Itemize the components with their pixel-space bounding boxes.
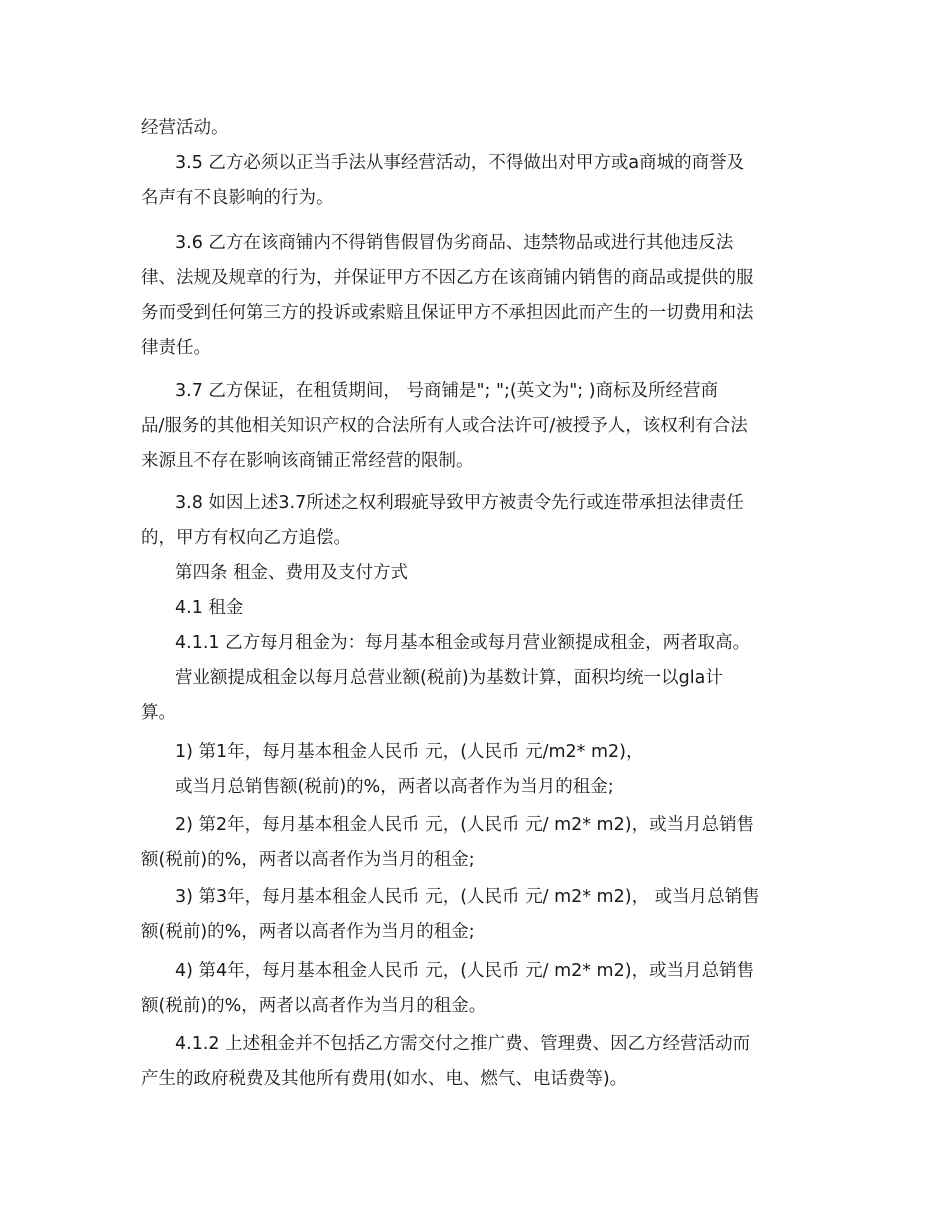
text-line: 4.1.2 上述租金并不包括乙方需交付之推广费、管理费、因乙方经营活动而: [175, 1034, 751, 1054]
text-line: 3.8 如因上述3.7所述之权利瑕疵导致甲方被责令先行或连带承担法律责任: [175, 493, 744, 513]
text-line: 务而受到任何第三方的投诉或索赔且保证甲方不承担因此而产生的一切费用和法: [141, 303, 754, 323]
text-line: 经营活动。: [141, 118, 229, 138]
subsection-heading: 4.1 租金: [175, 598, 244, 618]
text-line: 或当月总销售额(税前)的%，两者以高者作为当月的租金;: [175, 777, 614, 797]
text-line: 3.5 乙方必须以正当手法从事经营活动，不得做出对甲方或a商城的商誉及: [175, 153, 745, 173]
text-line: 来源且不存在影响该商铺正常经营的限制。: [141, 451, 474, 471]
text-line: 4.1.1 乙方每月租金为：每月基本租金或每月营业额提成租金，两者取高。: [175, 633, 751, 653]
text-line: 律、法规及规章的行为，并保证甲方不因乙方在该商铺内销售的商品或提供的服: [141, 268, 754, 288]
text-line: 的，甲方有权向乙方追偿。: [141, 528, 351, 548]
section-heading: 第四条 租金、费用及支付方式: [175, 563, 409, 583]
text-line: 品/服务的其他相关知识产权的合法所有人或合法许可/被授予人，该权利有合法: [141, 416, 748, 436]
text-line: 额(税前)的%，两者以高者作为当月的租金;: [141, 922, 475, 942]
list-item: 3) 第3年，每月基本租金人民币 元，(人民币 元/ m2* m2)， 或当月总销售: [175, 887, 760, 907]
text-line: 营业额提成租金以每月总营业额(税前)为基数计算，面积均统一以gla计: [175, 668, 723, 688]
text-line: 律责任。: [141, 338, 211, 358]
list-item: 4) 第4年，每月基本租金人民币 元，(人民币 元/ m2* m2)，或当月总销售: [175, 961, 755, 981]
list-item: 2) 第2年，每月基本租金人民币 元，(人民币 元/ m2* m2)，或当月总销售: [175, 815, 755, 835]
text-line: 额(税前)的%，两者以高者作为当月的租金;: [141, 850, 475, 870]
text-line: 3.7 乙方保证，在租赁期间， 号商铺是"; ";(英文为"; )商标及所经营商: [175, 381, 719, 401]
text-line: 名声有不良影响的行为。: [141, 188, 334, 208]
text-line: 算。: [141, 703, 176, 723]
text-line: 3.6 乙方在该商铺内不得销售假冒伪劣商品、违禁物品或进行其他违反法: [175, 233, 734, 253]
list-item: 1) 第1年，每月基本租金人民币 元，(人民币 元/m2* m2)，: [175, 742, 644, 762]
text-line: 产生的政府税费及其他所有费用(如水、电、燃气、电话费等)。: [141, 1069, 628, 1089]
text-line: 额(税前)的%，两者以高者作为当月的租金。: [141, 996, 487, 1016]
